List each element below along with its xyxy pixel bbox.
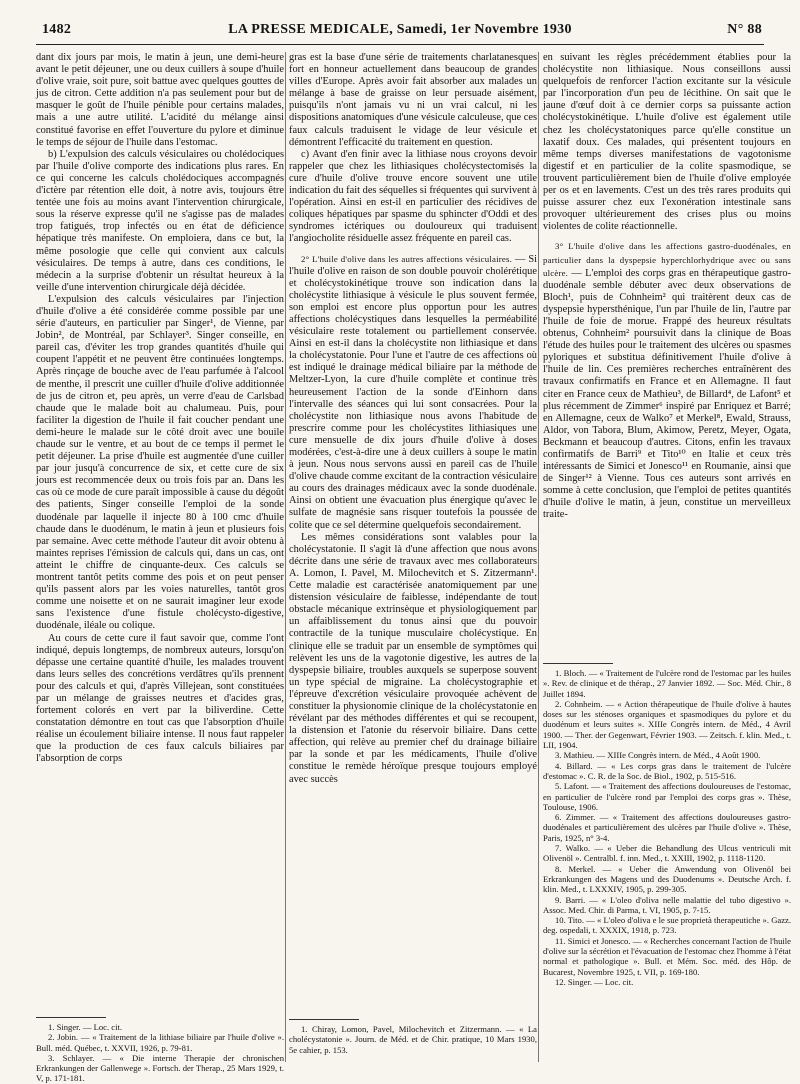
footnote: 7. Walko. — « Ueber die Behandlung des Ulcus ventriculi mit Olivenöl ». Centralbl. f. inn. Med., t. XXIII, 1902, p. 1118-1120.: [543, 843, 791, 864]
footnote: 3. Mathieu. — XIIIe Congrès intern. de Méd., 4 Août 1900.: [555, 750, 761, 761]
paragraph: dant dix jours par mois, le matin à jeun, une demi-heure avant le petit déjeuner, une ou deux cuillers à soupe d'huile d'olive vraie, soit pure, soit battue avec quelques gouttes de jus de citron. Cette addition n'a pas seulement pour but de masquer le goût de l'huile pénible pour certains malades, mais a une autre utilité. L'acidité du mélange ainsi constitué favorise en effet l'ouverture du pylore et diminue le temps de séjour de l'huile dans l'estomac.: [36, 52, 284, 148]
footnote: 1. Chiray, Lomon, Pavel, Milochevitch et Zitzermann. — « La cholécystatonie ». Journ. de Méd. et de Chir. pratique, 10 Mars 1930, 5e cahier, p. 153.: [289, 1024, 537, 1055]
footnote: 6. Zimmer. — « Traitement des affections douloureuses gastro-duodénales et particulièrement des ulcères par l'huile d'olive ». Thèse, Paris, 1925, n° 3-4.: [543, 812, 791, 843]
paragraph: b) L'expulsion des calculs vésiculaires ou cholédociques par l'huile d'olive comporte des indications plus rares. En ce qui concerne les calculs cholédociques accompagnés d'ictère par rétention elle doit, à notre avis, toujours être tentée une fois au moins avant l'intervention chirurgicale, sous la réserve expresse qu'il ne s'agisse pas de malades trop fatigués, trop infectés ou en état de déficience hépatique très manifeste. On emploiera, dans ce but, la même posologie que celle qui convient aux calculs vésiculaires. De temps à autre, dans ces conditions, le médecin a la surprise d'obtenir un résultat heureux à la veille d'une intervention chirurgicale déjà décidée.: [36, 148, 284, 293]
footnote: 1. Singer. — Loc. cit.: [48, 1022, 122, 1032]
footnote: 11. Simici et Jonesco. — « Recherches concernant l'action de l'huile d'olive sur la sécrétion et l'évacuation de l'estomac chez l'homme à l'état normal et pathologique ». Bull. et Mém. Soc. méd. des Hôp. de Bucarest, Novembre 1925, t. VII, p. 169-180.: [543, 935, 791, 977]
column-divider: [538, 52, 539, 1062]
issue-number: N° 88: [727, 22, 762, 37]
footnote: 5. Lafont. — « Traitement des affections douloureuses de l'estomac, en particulier de l'ulcère rond par l'emploi des corps gras ». Thèse, Toulouse, 1906.: [543, 781, 791, 812]
footnotes-column-1: [36, 1010, 284, 1084]
page-number: 1482: [42, 22, 72, 37]
footnote-rule: [36, 1017, 106, 1018]
column-1: [36, 52, 284, 766]
footnote: 2. Jobin. — « Traitement de la lithiase biliaire par l'huile d'olive ». Bull. méd. Québec, t. XXVII, 1926, p. 79-81.: [36, 1032, 284, 1053]
footnote: 8. Merkel. — « Ueber die Anwendung von Olivenöl bei Erkrankungen des Magens und des Duodenums ». Deutsche Arch. f. klin. Med., t. LXXXIV, 1905, p. 299-305.: [543, 863, 791, 895]
footnote: 2. Cohnheim. — « Action thérapeutique de l'huile d'olive à hautes doses sur les sténoses organiques et spasmodiques du pylore et du duodénum et leurs suites ». XIIIe Congrès intern. de Méd., 4 Avril 1900. — Ther. der Gegenwart, Février 1903. — Zeitsch. f. klin. Med., t. LII, 1904.: [543, 698, 791, 751]
footnote: 10. Tito. — « L'oleo d'oliva e le sue proprietà therapeutiche ». Gazz. deg. ospedali, t. XXXIX, 1918, p. 723.: [543, 915, 791, 936]
header-rule: [36, 44, 764, 45]
footnote-rule: [543, 663, 613, 664]
paragraph: L'expulsion des calculs vésiculaires par l'injection d'huile d'olive a été considérée comme possible par une série d'auteurs, en particulier par Singer¹, de Vienne, par Jobin², de Montréal, par Schlayer³. Singer conseille, en pareil cas, d'éviter les trop grandes quantités d'huile qui coupent l'appétit et ne peuvent être continuées longtemps. Après rinçage de bouche avec de l'eau parfumée à l'alcool de menthe, il prescrit une cuiller d'huile d'olive additionnée de jus de citron et, peu après, un verre d'eau de Carlsbad chaude que le malade boit au chalumeau. Puis, pour faciliter la digestion de l'huile il fait coucher pendant une demi-heure le malade sur le côté droit avec une bouile chaude sur le ventre, et au bout de ce temps il permet le petit déjeuner. La prise d'huile est augmentée d'une cuiller par jour jusqu'à concurrence de six, et cette cure de six jours est recommencée deux ou trois fois par an. Dans les cas où ce mode de cure paraît impossible à cause du dégoût des patients, Singer conseille l'emploi de la sonde duodénale par laquelle il injecte 80 à 100 cmc d'huile chaude dans le duodénum, le matin à jeun et plusieurs fois par semaine. Avec cette méthode l'auteur dit avoir obtenu à maintes reprises l'émission de calculs qui, dans un cas, ont atteint le chiffre de cinquante-deux. Ces calculs se montrent tantôt petits comme des pois et on peut penser qu'ils passent alors par les voies naturelles, tantôt gros comme une noisette et on ne saurait imaginer leur exode sans l'existence d'une fistule cholécysto-digestive, duodénale, iléale ou colique.: [36, 293, 284, 632]
column-2: [289, 52, 537, 786]
footnote: 1. Bloch. — « Traitement de l'ulcère rond de l'estomac par les huiles ». Rev. de clinique et de thérap., 27 Janvier 1892. — Soc. Méd. Chir., 8 Juillet 1894.: [543, 668, 791, 699]
page-header: [36, 22, 764, 44]
column-3: [543, 52, 791, 522]
footnote: 3. Schlayer. — « Die interne Therapie der chronischen Erkrankungen der Gallenwege ». Fortsch. der Therap., 25 Mars 1929, t. V, p. 171-181.: [36, 1052, 284, 1084]
paragraph: Les mêmes considérations sont valables pour la cholécystatonie. Il s'agit là d'une affection que nous avons décrite dans une série de travaux avec mes collaborateurs A. Lomon, I. Pavel, M. Milochevitch et S. Zitzermann¹. Cette maladie est caractérisée anatomiquement par une distension vésiculaire de faiblesse, indépendante de tout obstacle mécanique extrinsèque et physiologiquement par un affaiblissement du tonus ainsi que du pouvoir contractile de la tunique musculaire cholécystique. En clinique elle se traduit par un ensemble de symptômes qui relèvent les uns de la vagotonie digestive, les autres de la dyspepsie biliaire, troubles auxquels se superpose souvent un type spécial de migraine. La cholécystographie et l'épreuve d'excrétion vésiculaire provoquée achèvent de constituer la physionomie clinique de la cholécystatonie en révélant par des méthodes différentes et qui se recoupent, la distension et l'atonie du réservoir biliaire. Dans cette affection, qui relève au premier chef du drainage biliaire par la sonde et par les médicaments, l'huile d'olive constitue le remède héroïque presque toujours employé avec succès: [289, 531, 537, 785]
footnote-rule: [289, 1019, 359, 1020]
paragraph: Au cours de cette cure il faut savoir que, comme l'ont indiqué, depuis longtemps, de nombreux auteurs, lorsqu'on dépasse une certaine quantité d'huile, les malades trouvent dans leurs selles des concrétions verdâtres qu'ils prennent pour des calculs et qui, d'après Villejean, sont constituées par un mélange de graisses neutres et d'acides gras, fortement colorés en vert par la biliverdine. Cette constatation démontre en tout cas que l'absorption d'huile réalise un écoulement biliaire intense. Il nous faut rappeler que la production de ces faux calculs biliaires par l'absorption de corps: [36, 632, 284, 765]
paragraph: c) Avant d'en finir avec la lithiase nous croyons devoir rappeler que chez les lithiasiques cholécystectomisés la cure d'huile d'olive trouve encore souvent une utile indication du fait des séquelles si fréquentes qui survivent à l'opération. Ainsi en est-il en particulier des récidives de coliques hépatiques par spasme du sphincter d'Oddi et des syndromes ictériques ou douloureux qui traduisent l'angiocholite résiduelle assez fréquente en pareil cas.: [289, 148, 537, 245]
footnote: 4. Billard. — « Les corps gras dans le traitement de l'ulcère d'estomac ». C. R. de la Soc. de Biol., 1902, p. 515-516.: [543, 760, 791, 781]
section-heading: 3° L'huile d'olive dans les affections gastro-duodénales, en particulier dans la dyspepsie hyperchlorhydrique avec ou sans ulcère.: [543, 241, 791, 278]
footnote: 9. Barri. — « L'oleo d'oliva nelle malattie del tubo digestivo ». Assoc. Med. Chir. di Parma, t. VI, 1905, p. 7-15.: [543, 894, 791, 915]
paragraph: en suivant les règles précédemment établies pour la cholécystite non lithiasique. Nous conseillons aussi quelquefois de renforcer l'action excitante sur la vésicule par l'incorporation d'un peu de lécithine. On sait que le jaune d'œuf doit à ce dernier corps sa puissante action cholécystokinétique. L'huile d'olive est également utile chez les cholécystatoniques parce qu'elle constitue un laxatif doux. Ces malades, qui présentent toujours en même temps diverses manifestations de vagotonisme digestif et en particulier de la colite spasmodique, se trouvent particulièrement bien de l'huile d'olive employée per os et en lavements. C'est un des très rares produits qui puisse assurer chez eux l'exonération intestinale sans provoquer ultérieurement des crises plus ou moins violentes de colite réactionnelle.: [543, 52, 791, 233]
journal-title: LA PRESSE MEDICALE, Samedi, 1er Novembre 1930: [228, 22, 572, 37]
footnotes-column-3: [543, 656, 791, 987]
section-2: [289, 253, 537, 532]
footnotes-column-2: [289, 1012, 537, 1055]
paragraph: gras est la base d'une série de traitements charlatanesques fort en honneur actuellement dans beaucoup de grandes villes d'Europe. Après avoir fait absorber aux malades un mélange à base de graisse on leur persuade aisément, puisqu'ils n'ont jamais vu ni un vrai calcul, ni les dispositions anatomiques d'une vésicule calculeuse, que ces faux calculs traduisent le vidage de leur vésicule et démontrent l'efficacité du traitement en question.: [289, 52, 538, 148]
section-body: — Si l'huile d'olive en raison de son double pouvoir cholérétique et cholécystokinétique trouve son indication dans la cholécystite lithiasique à vésicule le plus souvent fermée, son emploi est encore plus opportun pour les autres affections cholécystiques dans lesquelles la perméabilité vésiculaire reste totalement ou partiellement conservée. Ainsi en est-il dans la cholécystite non lithiasique et dans la cholécystatonie. Pour l'une et l'autre de ces affections où est indiqué le drainage médical biliaire par la méthode de Meltzer-Lyon, la cure d'huile complète et continue très heureusement l'action de la sonde d'Einhorn dans l'intervalle des séances qui lui sont consacrées. Pour la cholécystite non lithiasique nous avons l'habitude de prescrire comme pour les cholécystites lithiasiques une cure mensuelle de dix jours d'huile d'olive à doses modérées, c'est-à-dire une à deux cuillers à soupe le matin à jeun. Nous nous servons aussi en pareil cas de l'huile d'olive chaude comme excitant de la contraction vésiculaire au cours des drainages médicaux avec la sonde duodénale. Ainsi on obtient une évacuation plus énergique qu'avec le sulfate de magnésie sans risquer toutefois la poussée de colite que ce sel détermine quelquefois secondairement.: [289, 253, 537, 531]
section-heading: 2° L'huile d'olive dans les autres affections vésiculaires.: [301, 253, 512, 264]
section-3: [543, 240, 791, 521]
footnote: 12. Singer. — Loc. cit.: [555, 976, 634, 987]
section-body: — L'emploi des corps gras en thérapeutique gastro-duodénale semble débuter avec deux observations de Bloch¹, puis de Cohnheim² qui traitèrent deux cas de dyspepsie hypersthénique, l'un par l'huile de lin, l'autre par l'huile de foie de morue. Frappé des heureux résultats obtenus, Cohnheim² poursuivit dans la clinique de Boas l'étude des huiles pour le traitement des ulcères ou spasmes pyloriques et substitua définitivement l'huile d'olive à l'huile de lin. Ces premières recherches entraînèrent des travaux confirmatifs en France et en Allemagne. Il faut citer en France ceux de Mathieu³, de Billard⁴, de Lafont⁵ et plus récemment de Zimmer⁶ inspiré par Enriquez et Barré; en Allemagne, ceux de Walko⁷ et Merkel⁸, Ewald, Strauss, Aldor, von Tabora, Blum, Akimow, Peretz, Meyer, Ogata, Beckmann et beaucoup d'autres. Citons, enfin les travaux confirmatifs de Barri⁹ et Tito¹⁰ en Italie et ceux très intéressants de Simici et Jonesco¹¹ en Roumanie, ainsi que de Singer¹² à Vienne. Tous ces auteurs sont arrivés en somme à cette conclusion, que l'emploi de petites quantités d'huile d'olive le matin, à jeun, constitue un merveilleux traite-: [543, 267, 791, 521]
column-divider: [285, 52, 286, 1062]
